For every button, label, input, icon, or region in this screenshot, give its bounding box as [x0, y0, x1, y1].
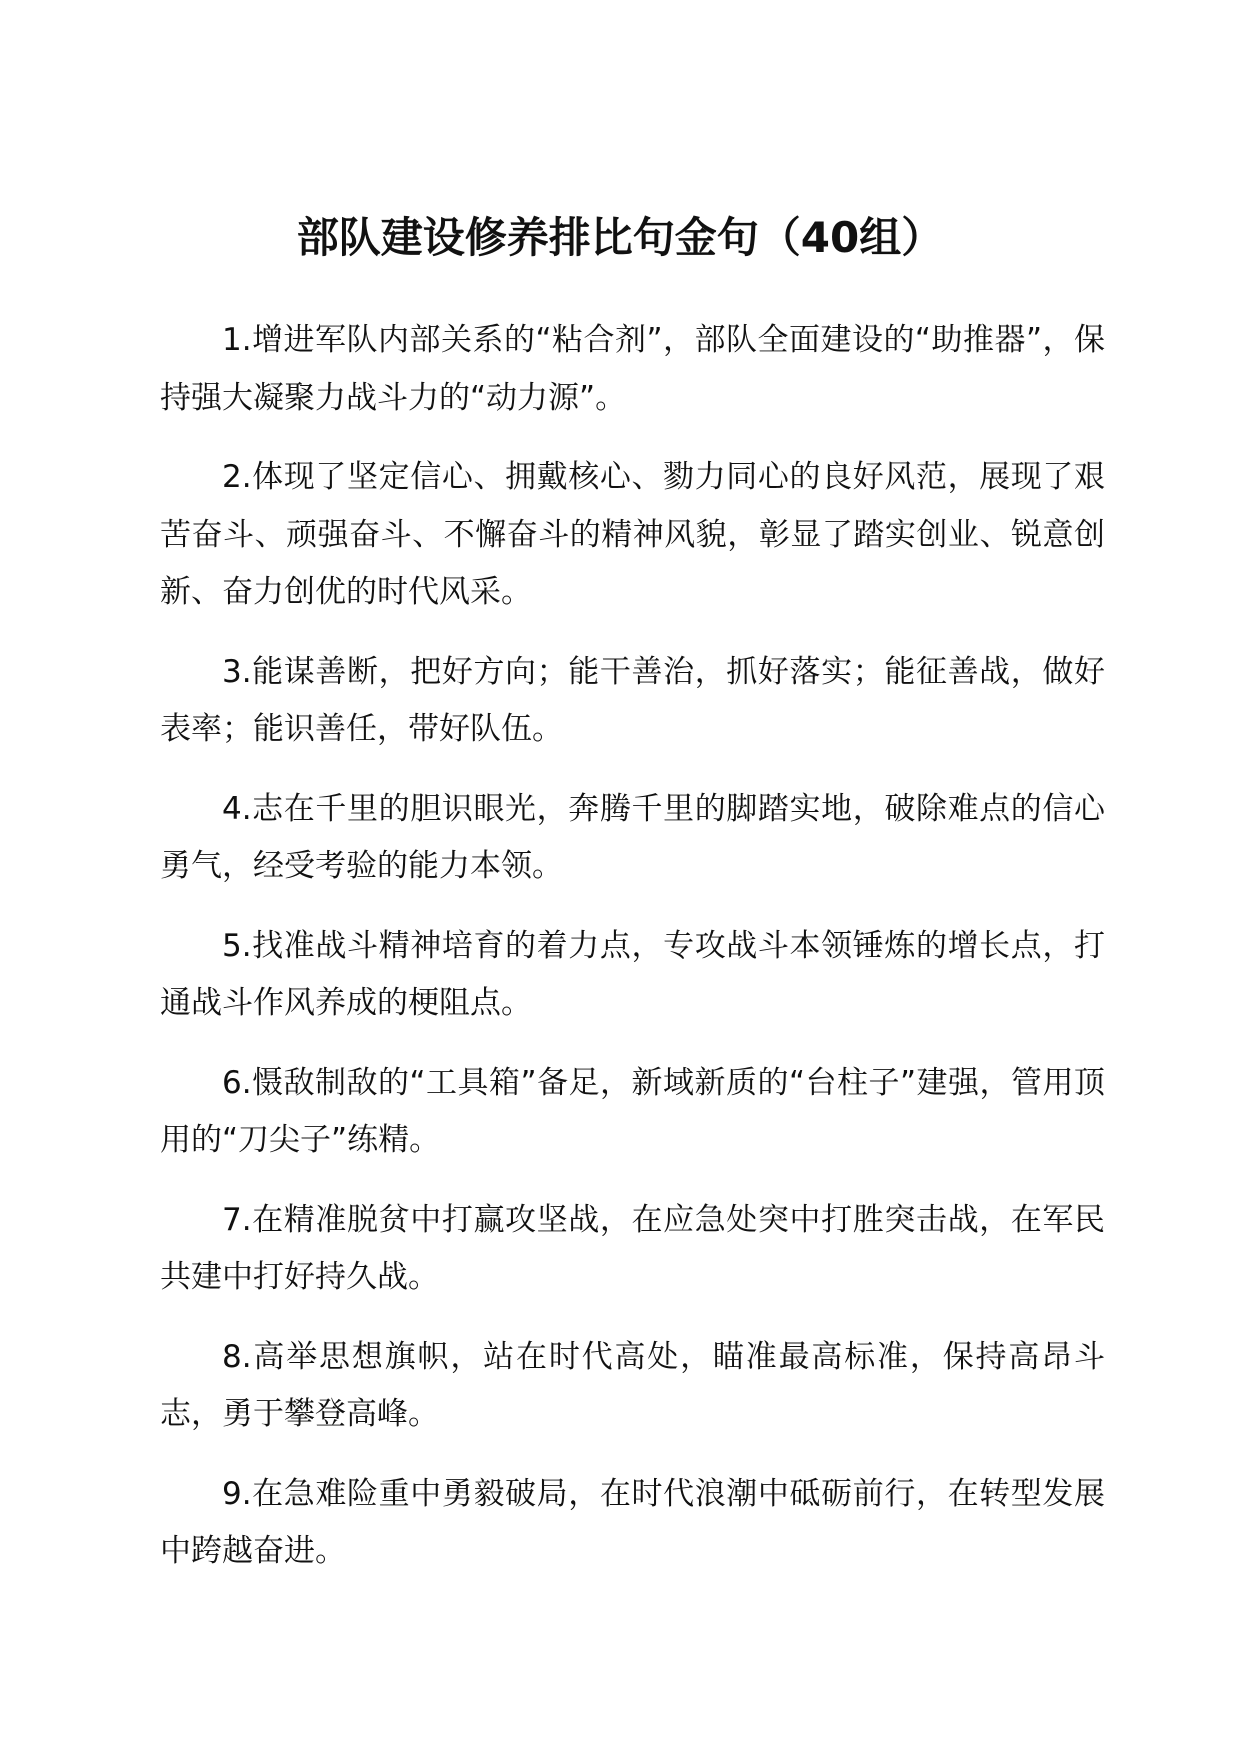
paragraph-2: 2.体现了坚定信心、拥戴核心、勠力同心的良好风范，展现了艰苦奋斗、顽强奋斗、不懈奋斗的精神风貌，彰显了踏实创业、锐意创新、奋力创优的时代风采。 — [160, 459, 1105, 610]
paragraph-9: 9.在急难险重中勇毅破局，在时代浪潮中砥砺前行，在转型发展中跨越奋进。 — [160, 1475, 1105, 1569]
paragraph-3: 3.能谋善断，把好方向；能干善治，抓好落实；能征善战，做好表率；能识善任，带好队伍。 — [160, 653, 1105, 747]
paragraph-8: 8.高举思想旗帜，站在时代高处，瞄准最高标准，保持高昂斗志，勇于攀登高峰。 — [160, 1338, 1105, 1432]
document-body — [160, 312, 1105, 1603]
document-title: 部队建设修养排比句金句（40组） — [296, 213, 944, 262]
paragraph-6: 6.慑敌制敌的“工具箱”备足，新域新质的“台柱子”建强，管用顶用的“刀尖子”练精。 — [160, 1064, 1105, 1158]
paragraph-5: 5.找准战斗精神培育的着力点，专攻战斗本领锤炼的增长点，打通战斗作风养成的梗阻点。 — [160, 927, 1105, 1021]
paragraph-4: 4.志在千里的胆识眼光，奔腾千里的脚踏实地，破除难点的信心勇气，经受考验的能力本领。 — [160, 790, 1105, 884]
paragraph-1: 1.增进军队内部关系的“粘合剂”，部队全面建设的“助推器”，保持强大凝聚力战斗力的“动力源”。 — [160, 322, 1105, 416]
paragraph-7: 7.在精准脱贫中打赢攻坚战，在应急处突中打胜突击战，在军民共建中打好持久战。 — [160, 1201, 1105, 1295]
